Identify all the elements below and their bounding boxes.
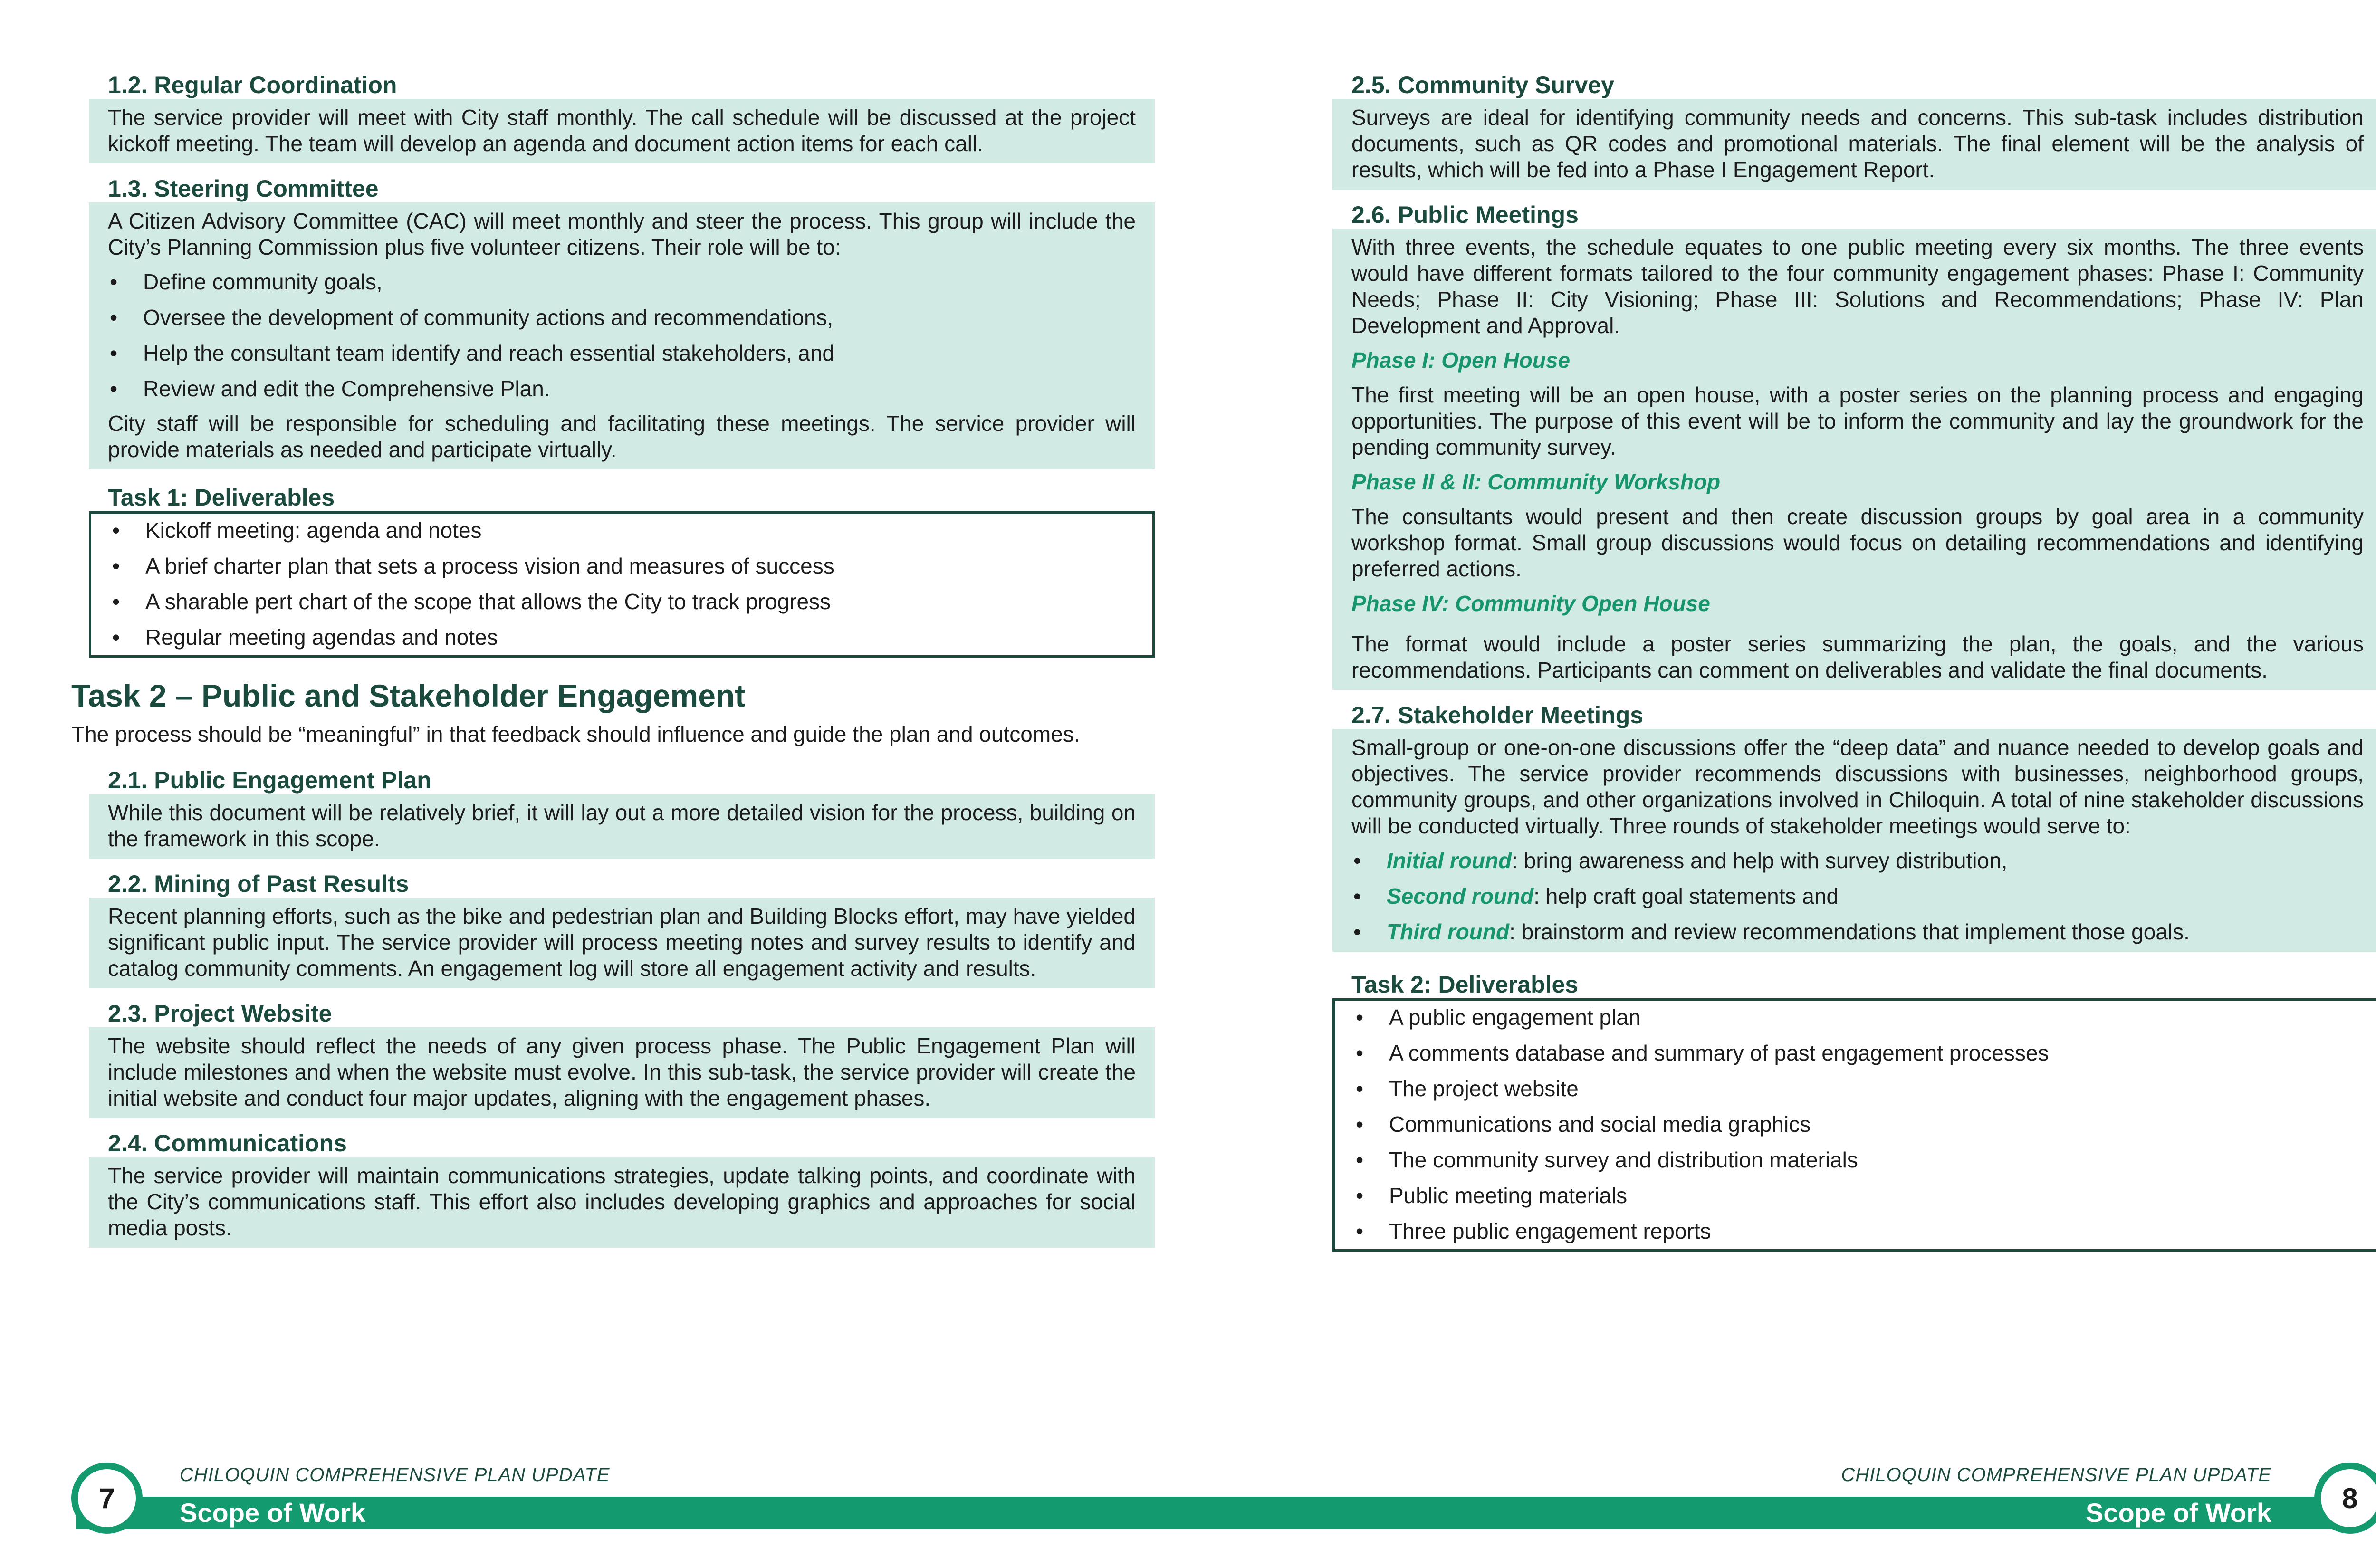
list-item: • A brief charter plan that sets a process vision and measures of success bbox=[110, 553, 1133, 579]
section-intro: Small-group or one-on-one discussions offer the “deep data” and nuance needed to develop goals and objectives. The service provider recommends discussions with businesses, neighborhood groups, community groups, and other organizations involved in Chiloquin. A total of nine stakeholder discussions will be conducted virtually. Three rounds of stakeholder meetings would serve to: bbox=[1351, 735, 2364, 838]
list-item bbox=[1351, 919, 2364, 945]
section-title-communications: 2.4. Communications bbox=[108, 1130, 347, 1157]
list-item: • Communications and social media graphics bbox=[1354, 1111, 2361, 1138]
section-title-public-meetings: 2.6. Public Meetings bbox=[1351, 201, 1579, 228]
section-box-public-engagement-plan bbox=[89, 794, 1155, 859]
section-title-public-engagement-plan: 2.1. Public Engagement Plan bbox=[108, 767, 431, 794]
section-body: The service provider will maintain communications strategies, update talking points, and coordinate with the City’s communications staff. This effort also includes developing graphics and approaches for social media posts. bbox=[108, 1163, 1136, 1240]
section-body: The service provider will meet with City staff monthly. The call schedule will be discussed at the project kickoff meeting. The team will develop an agenda and document action items for each call. bbox=[108, 105, 1136, 156]
list-item: • Help the consultant team identify and reach essential stakeholders, and bbox=[108, 340, 1136, 366]
right-column bbox=[1315, 71, 2376, 1252]
round-text: : bring awareness and help with survey distribution, bbox=[1512, 848, 2008, 873]
phase-body: The consultants would present and then create discussion groups by goal area in a community workshop format. Small group discussions would focus on detailing recommendations and identifying preferred actions. bbox=[1351, 504, 2364, 581]
list-item bbox=[1351, 848, 2364, 874]
section-box-stakeholder-meetings bbox=[1332, 729, 2376, 952]
task2-intro: The process should be “meaningful” in that feedback should influence and guide the plan and outcomes. bbox=[71, 722, 1080, 746]
task2-deliverables-box bbox=[1332, 998, 2376, 1252]
left-column bbox=[71, 71, 1155, 1259]
task2-deliverables-list bbox=[1354, 1004, 2361, 1244]
list-item: • Oversee the development of community actions and recommendations, bbox=[108, 305, 1136, 331]
list-item: • Three public engagement reports bbox=[1354, 1218, 2361, 1244]
footer-subtitle-left: CHILOQUIN COMPREHENSIVE PLAN UPDATE bbox=[180, 1464, 610, 1485]
round-text: : brainstorm and review recommendations that implement those goals. bbox=[1509, 919, 2190, 944]
list-item: • Regular meeting agendas and notes bbox=[110, 624, 1133, 650]
section-box-mining-past-results bbox=[89, 898, 1155, 988]
footer-bar bbox=[76, 1497, 2357, 1529]
section-body: Recent planning efforts, such as the bike and pedestrian plan and Building Blocks effort, may have yielded significant public input. The service provider will process meeting notes and survey results to identify and catalog community comments. An engagement log will store all engagement activity and results. bbox=[108, 904, 1136, 981]
footer-title-right: Scope of Work bbox=[2085, 1498, 2271, 1528]
section-box-community-survey bbox=[1332, 99, 2376, 190]
section-title-project-website: 2.3. Project Website bbox=[108, 1000, 332, 1027]
section-body: Surveys are ideal for identifying community needs and concerns. This sub-task includes distribution documents, such as QR codes and promotional materials. The final element will be the analysis of results, which will be fed into a Phase I Engagement Report. bbox=[1351, 105, 2364, 182]
list-item: • A sharable pert chart of the scope that allows the City to track progress bbox=[110, 589, 1133, 615]
round-text: : help craft goal statements and bbox=[1533, 884, 1839, 908]
phase-title-open-house: Phase I: Open House bbox=[1351, 348, 1571, 373]
section-title-regular-coordination: 1.2. Regular Coordination bbox=[108, 72, 397, 98]
section-box-project-website bbox=[89, 1027, 1155, 1118]
round-label: Second round bbox=[1387, 884, 1534, 908]
task2-heading: Task 2 – Public and Stakeholder Engagement bbox=[71, 678, 746, 713]
list-item: • The project website bbox=[1354, 1076, 2361, 1102]
section-intro: With three events, the schedule equates to one public meeting every six months. The three events would have different formats tailored to the four community engagement phases: Phase I: Community Needs; Phase II: City Visioning; Phase III: Solutions and Recommendations; Phase IV: Plan Development and Approval. bbox=[1351, 235, 2364, 338]
section-box-steering-committee bbox=[89, 202, 1155, 469]
section-title-community-survey: 2.5. Community Survey bbox=[1351, 72, 1614, 98]
list-item: • The community survey and distribution materials bbox=[1354, 1147, 2361, 1173]
list-item: • Define community goals, bbox=[108, 269, 1136, 295]
section-title-stakeholder-meetings: 2.7. Stakeholder Meetings bbox=[1351, 702, 1644, 728]
task2-deliverables-title: Task 2: Deliverables bbox=[1351, 971, 1579, 998]
list-item: • Review and edit the Comprehensive Plan. bbox=[108, 376, 1136, 402]
section-title-steering-committee: 1.3. Steering Committee bbox=[108, 175, 379, 202]
round-label: Initial round bbox=[1387, 848, 1512, 873]
task1-deliverables-title: Task 1: Deliverables bbox=[108, 484, 335, 511]
phase-body: The format would include a poster series summarizing the plan, the goals, and the various recommendations. Participants can comment on deliverables and validate the final documents. bbox=[1351, 631, 2364, 682]
round-label: Third round bbox=[1387, 919, 1510, 944]
task1-deliverables-list bbox=[110, 517, 1133, 650]
page-number-left: 7 bbox=[71, 1463, 143, 1534]
task1-deliverables-box bbox=[89, 511, 1155, 658]
phase-body: The first meeting will be an open house, with a poster series on the planning process and engaging opportunities. The purpose of this event will be to inform the community and lay the groundwork for the pending community survey. bbox=[1351, 382, 2364, 459]
section-body: The website should reflect the needs of any given process phase. The Public Engagement Plan will include milestones and when the website must evolve. In this sub-task, the service provider will create the initial website and conduct four major updates, aligning with the engagement phases. bbox=[108, 1033, 1136, 1110]
section-outro: City staff will be responsible for scheduling and facilitating these meetings. The service provider will provide materials as needed and participate virtually. bbox=[108, 411, 1136, 462]
list-item: • A comments database and summary of past engagement processes bbox=[1354, 1040, 2361, 1066]
list-item: • A public engagement plan bbox=[1354, 1004, 2361, 1031]
footer-subtitle-right: CHILOQUIN COMPREHENSIVE PLAN UPDATE bbox=[1841, 1464, 2271, 1485]
section-title-mining-past-results: 2.2. Mining of Past Results bbox=[108, 870, 409, 897]
footer-title-left: Scope of Work bbox=[180, 1498, 366, 1528]
section-intro: A Citizen Advisory Committee (CAC) will meet monthly and steer the process. This group will include the City’s Planning Commission plus five volunteer citizens. Their role will be to: bbox=[108, 209, 1136, 259]
list-item: • Public meeting materials bbox=[1354, 1183, 2361, 1209]
list-item bbox=[1351, 883, 2364, 909]
steering-role-list bbox=[108, 269, 1136, 402]
section-body: While this document will be relatively brief, it will lay out a more detailed vision for the process, building on the framework in this scope. bbox=[108, 800, 1136, 851]
phase-title-community-open-house: Phase IV: Community Open House bbox=[1351, 591, 1710, 616]
section-box-regular-coordination bbox=[89, 99, 1155, 163]
list-item: • Kickoff meeting: agenda and notes bbox=[110, 517, 1133, 544]
page-number-right: 8 bbox=[2314, 1463, 2376, 1534]
section-box-communications bbox=[89, 1157, 1155, 1248]
section-box-public-meetings bbox=[1332, 229, 2376, 690]
stakeholder-rounds-list bbox=[1351, 848, 2364, 945]
phase-title-community-workshop: Phase II & II: Community Workshop bbox=[1351, 469, 1721, 494]
